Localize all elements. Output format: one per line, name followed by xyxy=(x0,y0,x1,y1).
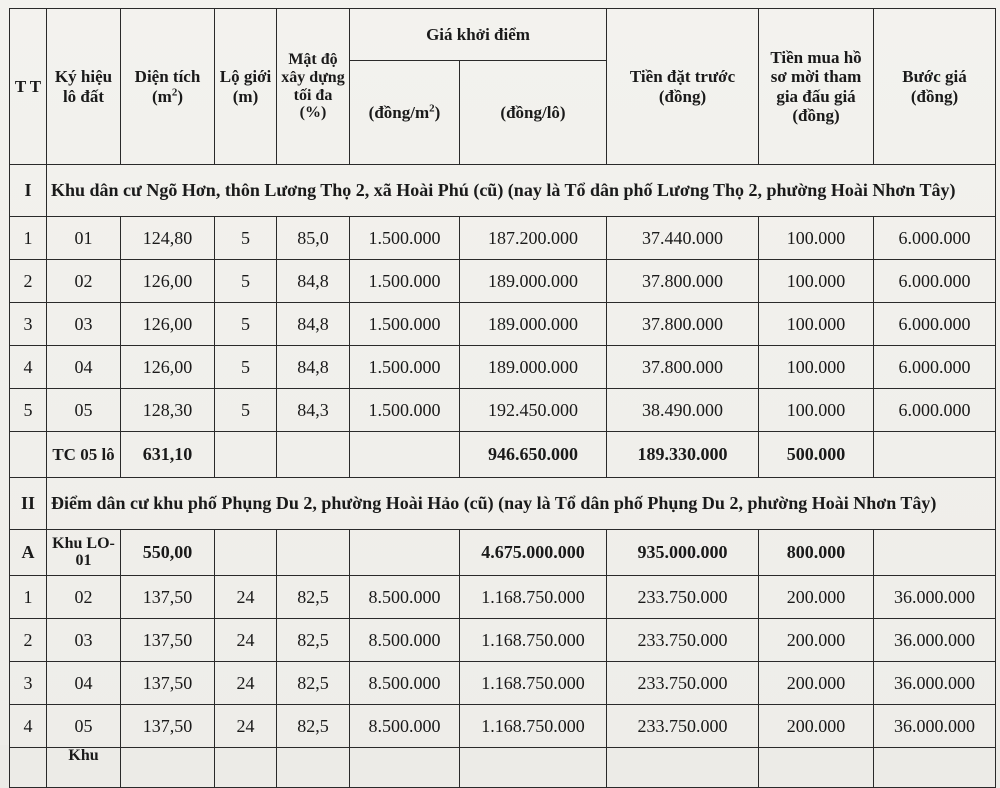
cell-dat-truoc: 38.490.000 xyxy=(607,389,759,432)
cell-gia-lo: 189.000.000 xyxy=(460,260,607,303)
cell-gia-lo: 189.000.000 xyxy=(460,346,607,389)
cell-tt xyxy=(10,432,47,478)
cell-dat-truoc: 37.800.000 xyxy=(607,303,759,346)
cell-gia-lo: 192.450.000 xyxy=(460,389,607,432)
header-tt: T T xyxy=(10,9,47,165)
cell-buoc-gia: 6.000.000 xyxy=(874,389,996,432)
cell-dien-tich: 126,00 xyxy=(121,303,215,346)
cell-dien-tich: 126,00 xyxy=(121,260,215,303)
cell-dien-tich: 128,30 xyxy=(121,389,215,432)
cell-buoc-gia: 6.000.000 xyxy=(874,346,996,389)
section-roman: II xyxy=(10,478,47,530)
cell-ho-so xyxy=(759,748,874,788)
cell-gia-lo: 1.168.750.000 xyxy=(460,662,607,705)
table-row xyxy=(10,303,996,346)
subtotal-tt: A xyxy=(10,530,47,576)
section-title: Điểm dân cư khu phố Phụng Du 2, phường Hoài Hảo (cũ) (nay là Tổ dân phố Phụng Du 2, phường Hoài Nhơn Tây) xyxy=(47,478,996,530)
total-dat-truoc: 189.330.000 xyxy=(607,432,759,478)
section-roman: I xyxy=(10,165,47,217)
total-ho-so: 500.000 xyxy=(759,432,874,478)
cell-mat-do: 85,0 xyxy=(277,217,350,260)
cell-dat-truoc: 233.750.000 xyxy=(607,705,759,748)
subtotal-dat-truoc: 935.000.000 xyxy=(607,530,759,576)
header-gia-khoi-diem: Giá khởi điểm xyxy=(350,9,607,61)
cell-gia-m2 xyxy=(350,432,460,478)
table-row xyxy=(10,389,996,432)
table-row xyxy=(10,619,996,662)
subtotal-row xyxy=(10,530,996,576)
cell-ho-so: 100.000 xyxy=(759,217,874,260)
cell-tt: 3 xyxy=(10,662,47,705)
cell-lo-gioi: 24 xyxy=(215,576,277,619)
cell-mat-do: 82,5 xyxy=(277,576,350,619)
cell-gia-m2: 1.500.000 xyxy=(350,346,460,389)
auction-price-table xyxy=(9,8,996,788)
header-buoc-gia: Bước giá (đồng) xyxy=(874,9,996,165)
cell-ky-hieu: 04 xyxy=(47,662,121,705)
cell-dat-truoc xyxy=(607,748,759,788)
cell-gia-lo: 1.168.750.000 xyxy=(460,619,607,662)
table-row xyxy=(10,260,996,303)
header-dong-lo: (đồng/lô) xyxy=(460,61,607,165)
cell-gia-m2: 8.500.000 xyxy=(350,619,460,662)
cell-tt: 2 xyxy=(10,619,47,662)
cell-ky-hieu: 05 xyxy=(47,389,121,432)
total-label: TC 05 lô xyxy=(47,432,121,478)
cell-tt: 1 xyxy=(10,576,47,619)
header-lo-gioi: Lộ giới (m) xyxy=(215,9,277,165)
cell-tt: 1 xyxy=(10,217,47,260)
section-row xyxy=(10,478,996,530)
cell-buoc-gia xyxy=(874,432,996,478)
cell-mat-do: 84,3 xyxy=(277,389,350,432)
subtotal-gia-lo: 4.675.000.000 xyxy=(460,530,607,576)
cell-lo-gioi: 24 xyxy=(215,705,277,748)
cell-gia-m2: 8.500.000 xyxy=(350,662,460,705)
total-gia-lo: 946.650.000 xyxy=(460,432,607,478)
cell-dien-tich: 124,80 xyxy=(121,217,215,260)
cell-ky-hieu: 02 xyxy=(47,260,121,303)
cell-gia-m2: 1.500.000 xyxy=(350,260,460,303)
cell-ky-hieu: 02 xyxy=(47,576,121,619)
cell-ho-so: 100.000 xyxy=(759,303,874,346)
cell-dat-truoc: 37.440.000 xyxy=(607,217,759,260)
cell-gia-lo: 1.168.750.000 xyxy=(460,576,607,619)
header-ky-hieu: Ký hiệu lô đất xyxy=(47,9,121,165)
cell-gia-m2 xyxy=(350,748,460,788)
cell-gia-lo xyxy=(460,748,607,788)
cell-lo-gioi xyxy=(215,748,277,788)
header-dong-m2: $(đồng/m^2)$ xyxy=(350,61,460,165)
cell-buoc-gia xyxy=(874,748,996,788)
cell-lo-gioi: 5 xyxy=(215,303,277,346)
cell-tt: 4 xyxy=(10,705,47,748)
cell-ky-hieu: 03 xyxy=(47,619,121,662)
cell-ky-hieu: 03 xyxy=(47,303,121,346)
cell-lo-gioi: 5 xyxy=(215,217,277,260)
cell-gia-m2 xyxy=(350,530,460,576)
cell-dat-truoc: 233.750.000 xyxy=(607,662,759,705)
cell-lo-gioi: 24 xyxy=(215,619,277,662)
cell-ho-so: 100.000 xyxy=(759,346,874,389)
cell-buoc-gia: 36.000.000 xyxy=(874,576,996,619)
cell-ho-so: 200.000 xyxy=(759,619,874,662)
table-body xyxy=(10,165,996,788)
cell-gia-lo: 189.000.000 xyxy=(460,303,607,346)
section-row xyxy=(10,165,996,217)
cell-mat-do: 84,8 xyxy=(277,346,350,389)
cell-buoc-gia: 6.000.000 xyxy=(874,260,996,303)
cell-ho-so: 200.000 xyxy=(759,576,874,619)
header-dien-tich: Diện tích $(m^2)$ xyxy=(121,9,215,165)
cell-tt xyxy=(10,748,47,788)
table-row-partial xyxy=(10,748,996,788)
cell-ky-hieu: 05 xyxy=(47,705,121,748)
section-title: Khu dân cư Ngõ Hơn, thôn Lương Thọ 2, xã Hoài Phú (cũ) (nay là Tổ dân phố Lương Thọ 2, phường Hoài Nhơn Tây) xyxy=(47,165,996,217)
cell-gia-m2: 1.500.000 xyxy=(350,389,460,432)
cell-ho-so: 200.000 xyxy=(759,705,874,748)
header-mat-do: Mật độ xây dựng tối đa (%) xyxy=(277,9,350,165)
table-row xyxy=(10,576,996,619)
cell-buoc-gia: 6.000.000 xyxy=(874,303,996,346)
cell-lo-gioi: 24 xyxy=(215,662,277,705)
cell-dien-tich: 137,50 xyxy=(121,576,215,619)
total-row xyxy=(10,432,996,478)
cell-ky-hieu: 01 xyxy=(47,217,121,260)
cell-lo-gioi xyxy=(215,530,277,576)
cell-dien-tich: 137,50 xyxy=(121,619,215,662)
cell-dien-tich: 126,00 xyxy=(121,346,215,389)
cell-gia-lo: 1.168.750.000 xyxy=(460,705,607,748)
cell-ho-so: 100.000 xyxy=(759,389,874,432)
cell-mat-do xyxy=(277,432,350,478)
cell-mat-do: 82,5 xyxy=(277,619,350,662)
cell-lo-gioi xyxy=(215,432,277,478)
cell-dien-tich: 137,50 xyxy=(121,705,215,748)
table-header xyxy=(10,9,996,165)
cell-mat-do: 82,5 xyxy=(277,705,350,748)
cell-tt: 4 xyxy=(10,346,47,389)
cell-gia-m2: 8.500.000 xyxy=(350,705,460,748)
cell-gia-m2: 1.500.000 xyxy=(350,217,460,260)
subtotal-dien-tich: 550,00 xyxy=(121,530,215,576)
cell-mat-do: 82,5 xyxy=(277,662,350,705)
cell-dat-truoc: 233.750.000 xyxy=(607,576,759,619)
subtotal-ho-so: 800.000 xyxy=(759,530,874,576)
total-dien-tich: 631,10 xyxy=(121,432,215,478)
cell-ho-so: 200.000 xyxy=(759,662,874,705)
cell-mat-do xyxy=(277,530,350,576)
cell-mat-do: 84,8 xyxy=(277,303,350,346)
cell-dat-truoc: 233.750.000 xyxy=(607,619,759,662)
cell-lo-gioi: 5 xyxy=(215,260,277,303)
cell-gia-m2: 1.500.000 xyxy=(350,303,460,346)
cell-gia-lo: 187.200.000 xyxy=(460,217,607,260)
cell-buoc-gia: 36.000.000 xyxy=(874,662,996,705)
cell-dat-truoc: 37.800.000 xyxy=(607,260,759,303)
cell-dien-tich: 137,50 xyxy=(121,662,215,705)
cell-mat-do xyxy=(277,748,350,788)
partial-label: Khu xyxy=(47,748,121,788)
header-tien-dat-truoc: Tiền đặt trước (đồng) xyxy=(607,9,759,165)
table-row xyxy=(10,217,996,260)
cell-tt: 5 xyxy=(10,389,47,432)
cell-tt: 3 xyxy=(10,303,47,346)
cell-gia-m2: 8.500.000 xyxy=(350,576,460,619)
cell-dien-tich xyxy=(121,748,215,788)
cell-buoc-gia: 36.000.000 xyxy=(874,619,996,662)
cell-buoc-gia xyxy=(874,530,996,576)
subtotal-label: Khu LO-01 xyxy=(47,530,121,576)
cell-mat-do: 84,8 xyxy=(277,260,350,303)
cell-lo-gioi: 5 xyxy=(215,389,277,432)
cell-buoc-gia: 36.000.000 xyxy=(874,705,996,748)
cell-lo-gioi: 5 xyxy=(215,346,277,389)
cell-ky-hieu: 04 xyxy=(47,346,121,389)
cell-tt: 2 xyxy=(10,260,47,303)
cell-buoc-gia: 6.000.000 xyxy=(874,217,996,260)
cell-ho-so: 100.000 xyxy=(759,260,874,303)
table-row xyxy=(10,346,996,389)
cell-dat-truoc: 37.800.000 xyxy=(607,346,759,389)
header-tien-mua-ho-so: Tiền mua hồ sơ mời tham gia đấu giá (đồng) xyxy=(759,9,874,165)
table-row xyxy=(10,705,996,748)
table-row xyxy=(10,662,996,705)
